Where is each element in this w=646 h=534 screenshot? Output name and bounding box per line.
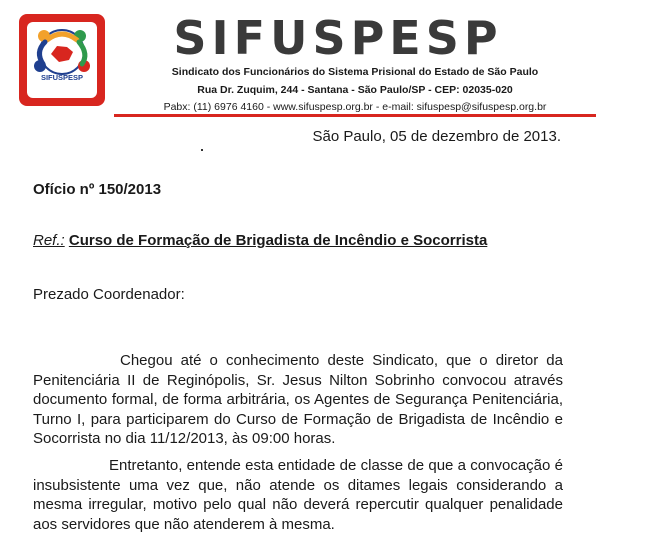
- reference-line: [33, 232, 487, 249]
- logo-panel: [27, 22, 97, 98]
- org-address: Rua Dr. Zuquim, 244 - Santana - São Paulo/SP - CEP: 02035-020: [197, 84, 513, 96]
- ref-title: Curso de Formação de Brigadista de Incêndio e Socorrista: [68, 232, 488, 249]
- header-divider: [114, 114, 596, 117]
- sifuspesp-logo: [19, 14, 105, 106]
- brand-title: SIFUSPESP: [173, 11, 503, 65]
- body-paragraph-1: Chegou até o conhecimento deste Sindicato, que o diretor da Penitenciária II de Reginópolis, Sr. Jesus Nilton Sobrinho convocou através documento formal, de forma arbitrária, os Agentes de Segurança Penitenciária, Turno I, para participarem do Curso de Formação de Brigadista de Incêndio e Socorrista no dia 11/12/2013, às 09:00 horas.: [33, 352, 563, 447]
- oficio-number: Ofício nº 150/2013: [33, 181, 162, 198]
- letter-date: São Paulo, 05 de dezembro de 2013.: [312, 128, 561, 145]
- ref-label: Ref.:: [33, 232, 65, 249]
- salutation: Prezado Coordenador:: [33, 286, 185, 303]
- logo-emblem-icon: [27, 22, 97, 98]
- speck: [201, 149, 203, 151]
- org-contact: Pabx: (11) 6976 4160 - www.sifuspesp.org.br - e-mail: sifuspesp@sifuspesp.org.br: [163, 101, 547, 113]
- logo-caption: SIFUSPESP: [40, 73, 84, 82]
- org-name: Sindicato dos Funcionários do Sistema Prisional do Estado de São Paulo: [171, 66, 539, 78]
- body-paragraph-2: Entretanto, entende esta entidade de classe de que a convocação é insubsistente uma vez que, não atende os ditames legais considerando a mesma irregular, motivo pelo qual não deverá repercutir qualquer penalidade aos servidores que não atenderem à mesma.: [33, 457, 563, 533]
